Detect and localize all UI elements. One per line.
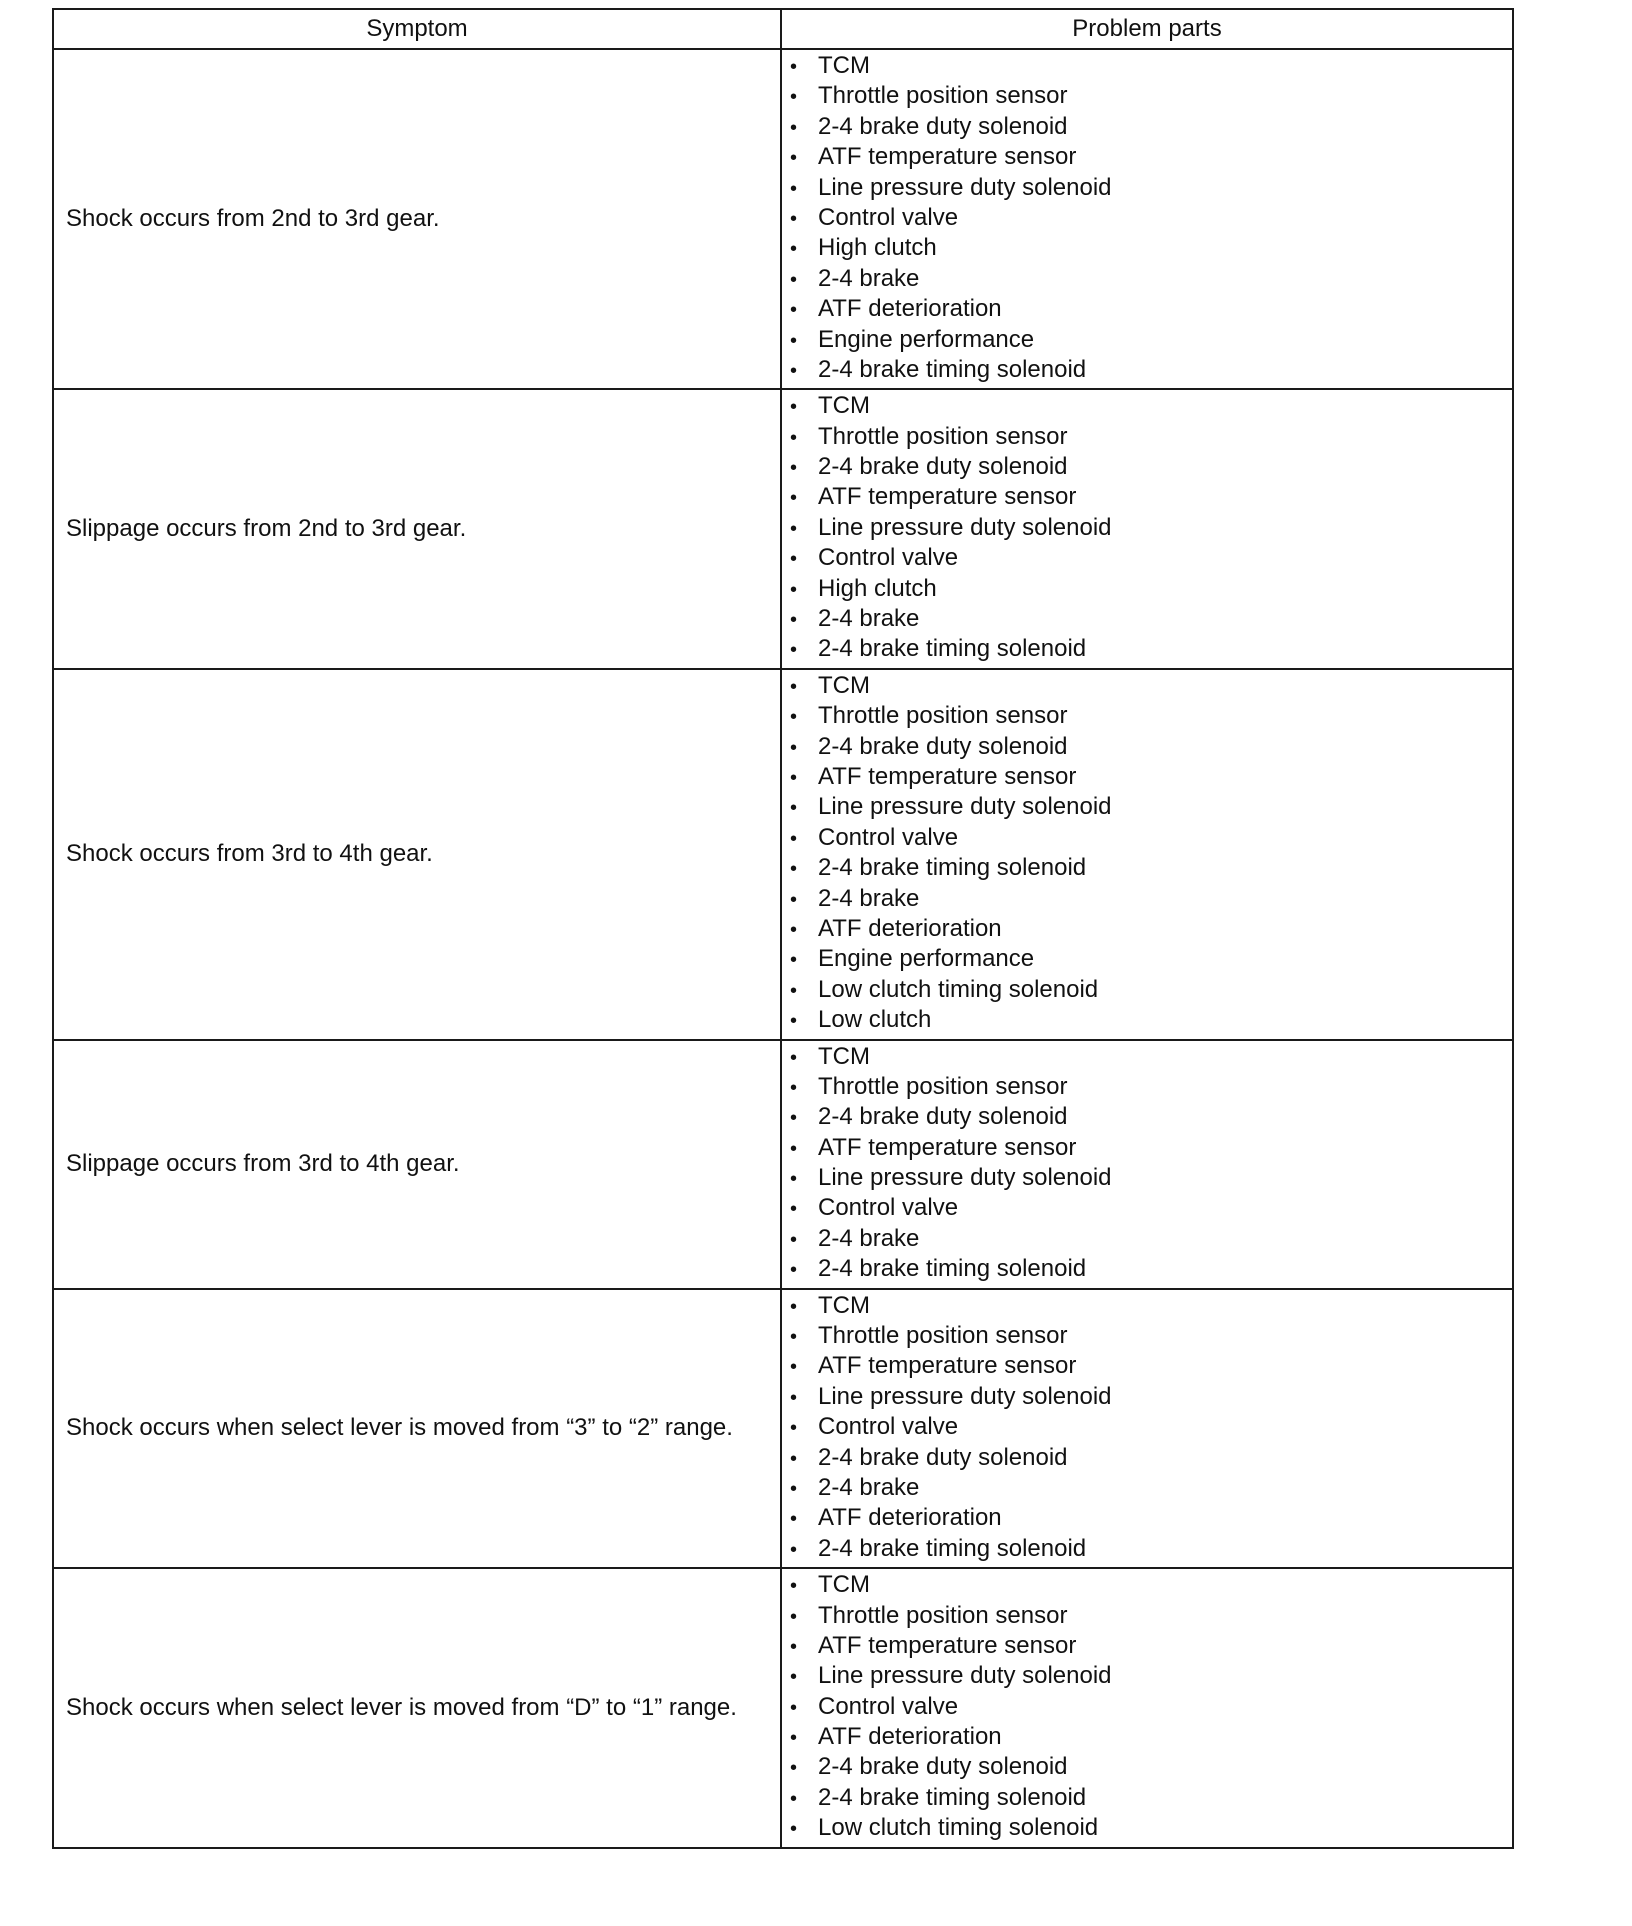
bullet-icon: • bbox=[790, 918, 798, 941]
bullet-icon: • bbox=[790, 329, 798, 352]
problem-part-label: Low clutch timing solenoid bbox=[818, 975, 1099, 1003]
bullet-icon: • bbox=[790, 1635, 798, 1658]
problem-part-label: Control valve bbox=[818, 823, 959, 851]
bullet-icon: • bbox=[790, 1818, 798, 1841]
list-item bbox=[790, 604, 1512, 634]
problem-part-label: 2-4 brake bbox=[818, 264, 920, 292]
problem-part-label: ATF deterioration bbox=[818, 1723, 1002, 1751]
list-item bbox=[790, 294, 1512, 324]
symptom-cell: Shock occurs from 3rd to 4th gear. bbox=[53, 669, 781, 1040]
table-row bbox=[53, 49, 1513, 389]
bullet-icon: • bbox=[790, 238, 798, 261]
problem-part-label: 2-4 brake duty solenoid bbox=[818, 1103, 1068, 1131]
problem-part-label: 2-4 brake duty solenoid bbox=[818, 1753, 1068, 1781]
list-item bbox=[790, 1193, 1512, 1223]
symptom-cell: Shock occurs from 2nd to 3rd gear. bbox=[53, 49, 781, 389]
symptom-table bbox=[52, 8, 1514, 1849]
list-item bbox=[790, 914, 1512, 944]
bullet-icon: • bbox=[790, 1228, 798, 1251]
list-item bbox=[790, 1291, 1512, 1321]
problem-part-label: ATF temperature sensor bbox=[818, 143, 1077, 171]
problem-part-label: Control valve bbox=[818, 544, 959, 572]
problem-parts-cell bbox=[781, 389, 1513, 669]
list-item bbox=[790, 1722, 1512, 1752]
bullet-icon: • bbox=[790, 517, 798, 540]
list-item bbox=[790, 391, 1512, 421]
bullet-icon: • bbox=[790, 116, 798, 139]
list-item bbox=[790, 701, 1512, 731]
problem-part-label: Line pressure duty solenoid bbox=[818, 1382, 1112, 1410]
list-item bbox=[790, 482, 1512, 512]
problem-part-label: 2-4 brake timing solenoid bbox=[818, 1534, 1087, 1562]
problem-part-label: Control valve bbox=[818, 1413, 959, 1441]
table-row bbox=[53, 1289, 1513, 1569]
list-item bbox=[790, 884, 1512, 914]
problem-part-label: 2-4 brake duty solenoid bbox=[818, 453, 1068, 481]
problem-part-label: Line pressure duty solenoid bbox=[818, 1164, 1112, 1192]
bullet-icon: • bbox=[790, 797, 798, 820]
bullet-icon: • bbox=[790, 299, 798, 322]
problem-part-label: Throttle position sensor bbox=[818, 1322, 1068, 1350]
bullet-icon: • bbox=[790, 949, 798, 972]
list-item bbox=[790, 1503, 1512, 1533]
bullet-icon: • bbox=[790, 979, 798, 1002]
list-item bbox=[790, 1133, 1512, 1163]
problem-part-label: 2-4 brake bbox=[818, 1224, 920, 1252]
list-item bbox=[790, 1005, 1512, 1035]
problem-parts-list bbox=[790, 671, 1512, 1036]
list-item bbox=[790, 1163, 1512, 1193]
bullet-icon: • bbox=[790, 1259, 798, 1282]
bullet-icon: • bbox=[790, 639, 798, 662]
problem-part-label: Throttle position sensor bbox=[818, 82, 1068, 110]
problem-part-label: Throttle position sensor bbox=[818, 702, 1068, 730]
symptom-column-header: Symptom bbox=[53, 9, 781, 49]
bullet-icon: • bbox=[790, 1477, 798, 1500]
bullet-icon: • bbox=[790, 1295, 798, 1318]
bullet-icon: • bbox=[790, 1575, 798, 1598]
problem-part-label: 2-4 brake timing solenoid bbox=[818, 1255, 1087, 1283]
problem-part-label: Low clutch bbox=[818, 1006, 932, 1034]
list-item bbox=[790, 1102, 1512, 1132]
problem-part-label: Line pressure duty solenoid bbox=[818, 173, 1112, 201]
bullet-icon: • bbox=[790, 1046, 798, 1069]
problem-part-label: TCM bbox=[818, 1042, 870, 1070]
problem-part-label: 2-4 brake bbox=[818, 605, 920, 633]
problem-part-label: 2-4 brake bbox=[818, 884, 920, 912]
problem-parts-cell bbox=[781, 1040, 1513, 1289]
bullet-icon: • bbox=[790, 736, 798, 759]
bullet-icon: • bbox=[790, 207, 798, 230]
bullet-icon: • bbox=[790, 548, 798, 571]
problem-part-label: Low clutch timing solenoid bbox=[818, 1814, 1099, 1842]
list-item bbox=[790, 1443, 1512, 1473]
bullet-icon: • bbox=[790, 827, 798, 850]
bullet-icon: • bbox=[790, 1538, 798, 1561]
problem-part-label: ATF temperature sensor bbox=[818, 483, 1077, 511]
problem-part-label: 2-4 brake bbox=[818, 1473, 920, 1501]
bullet-icon: • bbox=[790, 1417, 798, 1440]
bullet-icon: • bbox=[790, 86, 798, 109]
list-item bbox=[790, 1692, 1512, 1722]
bullet-icon: • bbox=[790, 1666, 798, 1689]
bullet-icon: • bbox=[790, 1010, 798, 1033]
list-item bbox=[790, 1254, 1512, 1284]
problem-part-label: Control valve bbox=[818, 203, 959, 231]
problem-part-label: Line pressure duty solenoid bbox=[818, 1662, 1112, 1690]
list-item bbox=[790, 732, 1512, 762]
bullet-icon: • bbox=[790, 426, 798, 449]
problem-part-label: Line pressure duty solenoid bbox=[818, 793, 1112, 821]
list-item bbox=[790, 355, 1512, 385]
problem-parts-list bbox=[790, 1291, 1512, 1565]
problem-part-label: TCM bbox=[818, 1291, 870, 1319]
list-item bbox=[790, 1321, 1512, 1351]
problem-part-label: Throttle position sensor bbox=[818, 422, 1068, 450]
problem-part-label: 2-4 brake timing solenoid bbox=[818, 854, 1087, 882]
list-item bbox=[790, 513, 1512, 543]
problem-part-label: TCM bbox=[818, 671, 870, 699]
list-item bbox=[790, 823, 1512, 853]
problem-parts-cell bbox=[781, 1568, 1513, 1848]
bullet-icon: • bbox=[790, 268, 798, 291]
bullet-icon: • bbox=[790, 1447, 798, 1470]
list-item bbox=[790, 1534, 1512, 1564]
list-item bbox=[790, 944, 1512, 974]
list-item bbox=[790, 1412, 1512, 1442]
problem-part-label: Control valve bbox=[818, 1194, 959, 1222]
symptom-cell: Shock occurs when select lever is moved from “3” to “2” range. bbox=[53, 1289, 781, 1569]
problem-parts-list bbox=[790, 1042, 1512, 1285]
problem-part-label: ATF deterioration bbox=[818, 295, 1002, 323]
problem-part-label: 2-4 brake timing solenoid bbox=[818, 1783, 1087, 1811]
list-item bbox=[790, 762, 1512, 792]
problem-part-label: High clutch bbox=[818, 574, 937, 602]
table-row bbox=[53, 669, 1513, 1040]
problem-part-label: TCM bbox=[818, 392, 870, 420]
list-item bbox=[790, 1072, 1512, 1102]
problem-parts-list bbox=[790, 391, 1512, 665]
list-item bbox=[790, 1661, 1512, 1691]
problem-part-label: Throttle position sensor bbox=[818, 1072, 1068, 1100]
list-item bbox=[790, 1783, 1512, 1813]
list-item bbox=[790, 173, 1512, 203]
symptom-cell: Slippage occurs from 3rd to 4th gear. bbox=[53, 1040, 781, 1289]
problem-part-label: Line pressure duty solenoid bbox=[818, 513, 1112, 541]
table-row bbox=[53, 1568, 1513, 1848]
bullet-icon: • bbox=[790, 1168, 798, 1191]
bullet-icon: • bbox=[790, 1356, 798, 1379]
problem-part-label: Engine performance bbox=[818, 325, 1035, 353]
problem-parts-cell bbox=[781, 669, 1513, 1040]
list-item bbox=[790, 1473, 1512, 1503]
problem-part-label: ATF deterioration bbox=[818, 1504, 1002, 1532]
bullet-icon: • bbox=[790, 609, 798, 632]
list-item bbox=[790, 1752, 1512, 1782]
list-item bbox=[790, 853, 1512, 883]
problem-part-label: ATF temperature sensor bbox=[818, 1133, 1077, 1161]
diagnosis-document bbox=[52, 8, 1512, 1849]
problem-parts-cell bbox=[781, 1289, 1513, 1569]
list-item bbox=[790, 233, 1512, 263]
list-item bbox=[790, 1351, 1512, 1381]
bullet-icon: • bbox=[790, 1508, 798, 1531]
list-item bbox=[790, 203, 1512, 233]
bullet-icon: • bbox=[790, 858, 798, 881]
list-item bbox=[790, 422, 1512, 452]
list-item bbox=[790, 1570, 1512, 1600]
problem-parts-column-header: Problem parts bbox=[781, 9, 1513, 49]
problem-part-label: ATF temperature sensor bbox=[818, 762, 1077, 790]
list-item bbox=[790, 452, 1512, 482]
list-item bbox=[790, 634, 1512, 664]
list-item bbox=[790, 574, 1512, 604]
bullet-icon: • bbox=[790, 1787, 798, 1810]
problem-part-label: 2-4 brake duty solenoid bbox=[818, 112, 1068, 140]
bullet-icon: • bbox=[790, 706, 798, 729]
problem-parts-list bbox=[790, 51, 1512, 385]
bullet-icon: • bbox=[790, 177, 798, 200]
problem-part-label: High clutch bbox=[818, 234, 937, 262]
list-item bbox=[790, 975, 1512, 1005]
bullet-icon: • bbox=[790, 1326, 798, 1349]
symptom-cell: Shock occurs when select lever is moved from “D” to “1” range. bbox=[53, 1568, 781, 1848]
list-item bbox=[790, 1042, 1512, 1072]
bullet-icon: • bbox=[790, 1727, 798, 1750]
problem-part-label: ATF temperature sensor bbox=[818, 1352, 1077, 1380]
bullet-icon: • bbox=[790, 457, 798, 480]
bullet-icon: • bbox=[790, 1076, 798, 1099]
bullet-icon: • bbox=[790, 1757, 798, 1780]
bullet-icon: • bbox=[790, 675, 798, 698]
table-row bbox=[53, 389, 1513, 669]
list-item bbox=[790, 1224, 1512, 1254]
problem-parts-list bbox=[790, 1570, 1512, 1844]
bullet-icon: • bbox=[790, 578, 798, 601]
list-item bbox=[790, 325, 1512, 355]
problem-parts-cell bbox=[781, 49, 1513, 389]
problem-part-label: Throttle position sensor bbox=[818, 1601, 1068, 1629]
problem-part-label: TCM bbox=[818, 1571, 870, 1599]
problem-part-label: Engine performance bbox=[818, 945, 1035, 973]
list-item bbox=[790, 81, 1512, 111]
bullet-icon: • bbox=[790, 487, 798, 510]
problem-part-label: Control valve bbox=[818, 1692, 959, 1720]
problem-part-label: 2-4 brake timing solenoid bbox=[818, 355, 1087, 383]
bullet-icon: • bbox=[790, 1198, 798, 1221]
list-item bbox=[790, 112, 1512, 142]
symptom-cell: Slippage occurs from 2nd to 3rd gear. bbox=[53, 389, 781, 669]
list-item bbox=[790, 51, 1512, 81]
problem-part-label: 2-4 brake duty solenoid bbox=[818, 732, 1068, 760]
list-item bbox=[790, 142, 1512, 172]
list-item bbox=[790, 792, 1512, 822]
list-item bbox=[790, 1382, 1512, 1412]
bullet-icon: • bbox=[790, 1386, 798, 1409]
list-item bbox=[790, 543, 1512, 573]
problem-part-label: 2-4 brake timing solenoid bbox=[818, 635, 1087, 663]
bullet-icon: • bbox=[790, 1696, 798, 1719]
bullet-icon: • bbox=[790, 56, 798, 78]
list-item bbox=[790, 264, 1512, 294]
problem-part-label: ATF temperature sensor bbox=[818, 1631, 1077, 1659]
bullet-icon: • bbox=[790, 359, 798, 382]
bullet-icon: • bbox=[790, 1137, 798, 1160]
problem-part-label: ATF deterioration bbox=[818, 914, 1002, 942]
problem-part-label: 2-4 brake duty solenoid bbox=[818, 1443, 1068, 1471]
bullet-icon: • bbox=[790, 766, 798, 789]
list-item bbox=[790, 671, 1512, 701]
list-item bbox=[790, 1601, 1512, 1631]
bullet-icon: • bbox=[790, 396, 798, 419]
bullet-icon: • bbox=[790, 1605, 798, 1628]
header-row bbox=[53, 9, 1513, 49]
bullet-icon: • bbox=[790, 888, 798, 911]
table-row bbox=[53, 1040, 1513, 1289]
problem-part-label: TCM bbox=[818, 52, 870, 79]
bullet-icon: • bbox=[790, 147, 798, 170]
list-item bbox=[790, 1631, 1512, 1661]
bullet-icon: • bbox=[790, 1107, 798, 1130]
list-item bbox=[790, 1813, 1512, 1843]
